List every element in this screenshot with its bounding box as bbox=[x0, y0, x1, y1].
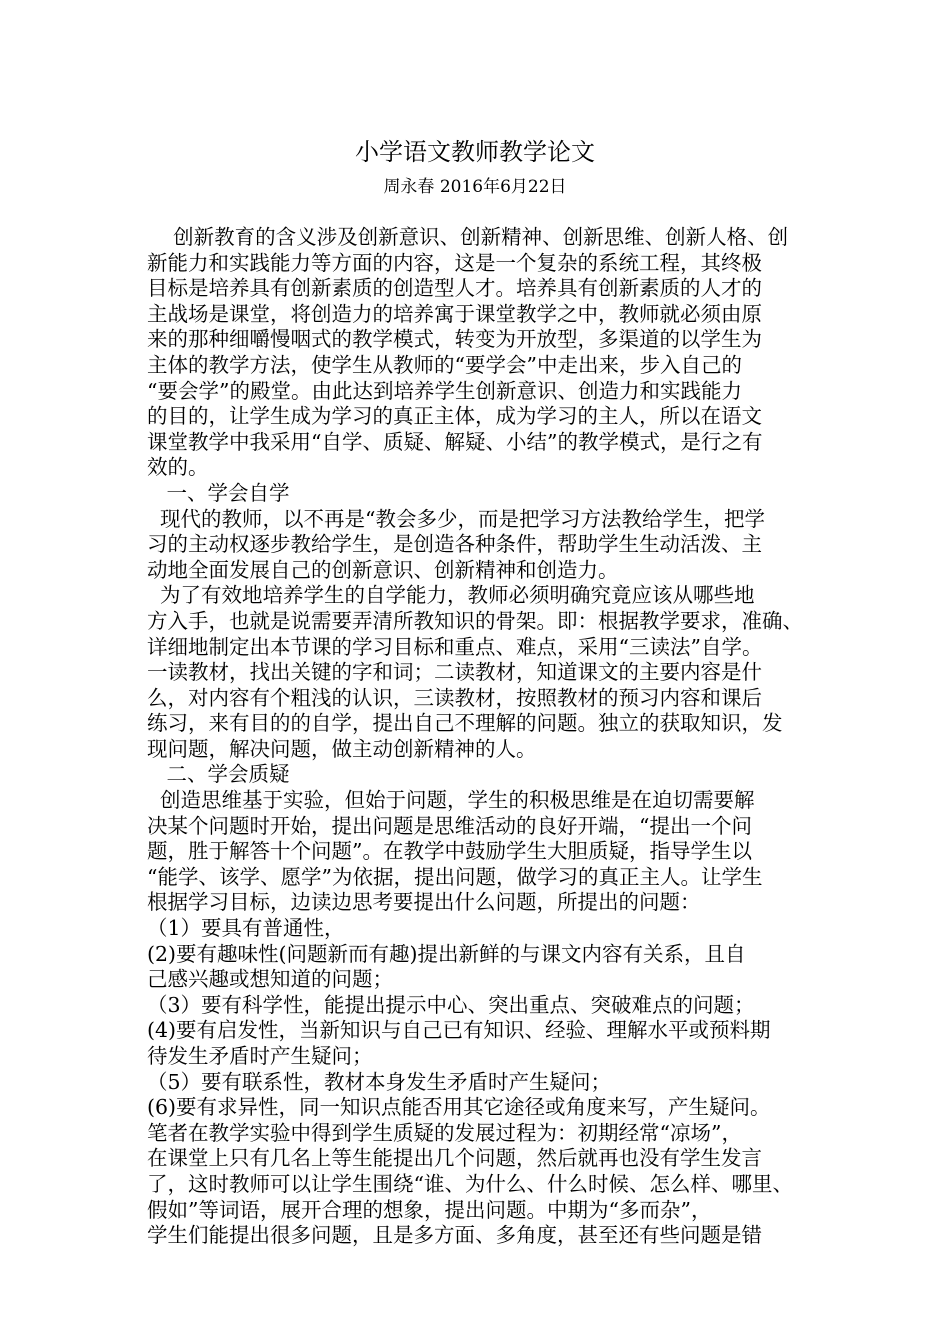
text-line: 决某个问题时开始，提出问题是思维活动的良好开端，“提出一个问 bbox=[147, 813, 752, 838]
text-line: 目标是培养具有创新素质的创造型人才。培养具有创新素质的人才的 bbox=[147, 276, 762, 301]
text-line: 方入手，也就是说需要弄清所教知识的骨架。即：根据教学要求，准确、 bbox=[147, 608, 803, 633]
text-line: 主体的教学方法，使学生从教师的“要学会”中走出来，步入自己的 bbox=[147, 352, 742, 377]
text-line: 学生们能提出很多问题，且是多方面、多角度，甚至还有些问题是错 bbox=[147, 1223, 762, 1248]
text-line: 一读教材，找出关键的字和词；二读教材，知道课文的主要内容是什 bbox=[147, 660, 762, 685]
text-line: 在课堂上只有几名上等生能提出几个问题，然后就再也没有学生发言 bbox=[147, 1146, 762, 1171]
text-line: 练习，来有目的的自学，提出自己不理解的问题。独立的获取知识，发 bbox=[147, 711, 783, 736]
text-line: 为了有效地培养学生的自学能力，教师必须明确究竟应该从哪些地 bbox=[147, 583, 755, 608]
text-line: 效的。 bbox=[147, 455, 209, 480]
text-line: 笔者在教学实验中得到学生质疑的发展过程为：初期经常“凉场”， bbox=[147, 1120, 742, 1145]
text-line: （1）要具有普通性， bbox=[147, 916, 345, 941]
text-line: 待发生矛盾时产生疑问； bbox=[147, 1044, 373, 1068]
document-title: 小学语文教师教学论文 bbox=[355, 138, 595, 166]
text-line: (4)要有启发性，当新知识与自己已有知识、经验、理解水平或预料期 bbox=[147, 1018, 771, 1043]
text-line: 动地全面发展自己的创新意识、创新精神和创造力。 bbox=[147, 557, 619, 582]
text-line: 的目的，让学生成为学习的真正主体，成为学习的主人，所以在语文 bbox=[147, 404, 762, 429]
text-line: (6)要有求异性，同一知识点能否用其它途径或角度来写，产生疑问。 bbox=[147, 1095, 771, 1120]
text-line: “能学、该学、愿学”为依据，提出问题，做学习的真正主人。让学生 bbox=[147, 864, 763, 889]
text-line: 一、学会自学 bbox=[147, 480, 290, 505]
text-line: “要会学”的殿堂。由此达到培养学生创新意识、创造力和实践能力 bbox=[147, 378, 742, 403]
text-line: 详细地制定出本节课的学习目标和重点、难点，采用“三读法”自学。 bbox=[147, 634, 763, 659]
text-line: 己感兴趣或想知道的问题； bbox=[147, 967, 393, 992]
text-line: 假如”等词语，展开合理的想象，提出问题。中期为“多而杂”， bbox=[147, 1197, 712, 1222]
text-line: 创新教育的含义涉及创新意识、创新精神、创新思维、创新人格、创 bbox=[147, 225, 789, 249]
text-line: 二、学会质疑 bbox=[147, 762, 290, 787]
text-line: 么，对内容有个粗浅的认识，三读教材，按照教材的预习内容和课后 bbox=[147, 685, 762, 710]
text-line: （3）要有科学性，能提出提示中心、突出重点、突破难点的问题； bbox=[147, 992, 755, 1017]
text-line: 主战场是课堂，将创造力的培养寓于课堂教学之中，教师就必须由原 bbox=[147, 301, 762, 326]
text-line: 新能力和实践能力等方面的内容，这是一个复杂的系统工程，其终极 bbox=[147, 250, 762, 275]
text-line: 根据学习目标，边读边思考要提出什么问题，所提出的问题： bbox=[147, 890, 701, 915]
text-line: 现问题，解决问题，做主动创新精神的人。 bbox=[147, 736, 537, 761]
author-date-line: 周永春 2016年6月22日 bbox=[383, 177, 567, 197]
text-line: 了，这时教师可以让学生围绕“谁、为什么、什么时候、怎么样、哪里、 bbox=[147, 1171, 793, 1196]
text-line: 创造思维基于实验，但始于问题，学生的积极思维是在迫切需要解 bbox=[147, 788, 755, 813]
text-line: 习的主动权逐步教给学生，是创造各种条件，帮助学生生动活泼、主 bbox=[147, 532, 762, 557]
text-line: 来的那种细嚼慢咽式的教学模式，转变为开放型，多渠道的以学生为 bbox=[147, 327, 762, 352]
text-line: 题，胜于解答十个问题”。在教学中鼓励学生大胆质疑，指导学生以 bbox=[147, 839, 752, 864]
text-line: (2)要有趣味性(问题新而有趣)提出新鲜的与课文内容有关系，且自 bbox=[147, 941, 746, 966]
text-line: 现代的教师，以不再是“教会多少，而是把学习方法教给学生，把学 bbox=[147, 506, 766, 531]
text-line: （5）要有联系性，教材本身发生矛盾时产生疑问； bbox=[147, 1069, 612, 1094]
text-line: 课堂教学中我采用“自学、质疑、解疑、小结”的教学模式，是行之有 bbox=[147, 429, 763, 454]
body-text bbox=[147, 225, 807, 1249]
